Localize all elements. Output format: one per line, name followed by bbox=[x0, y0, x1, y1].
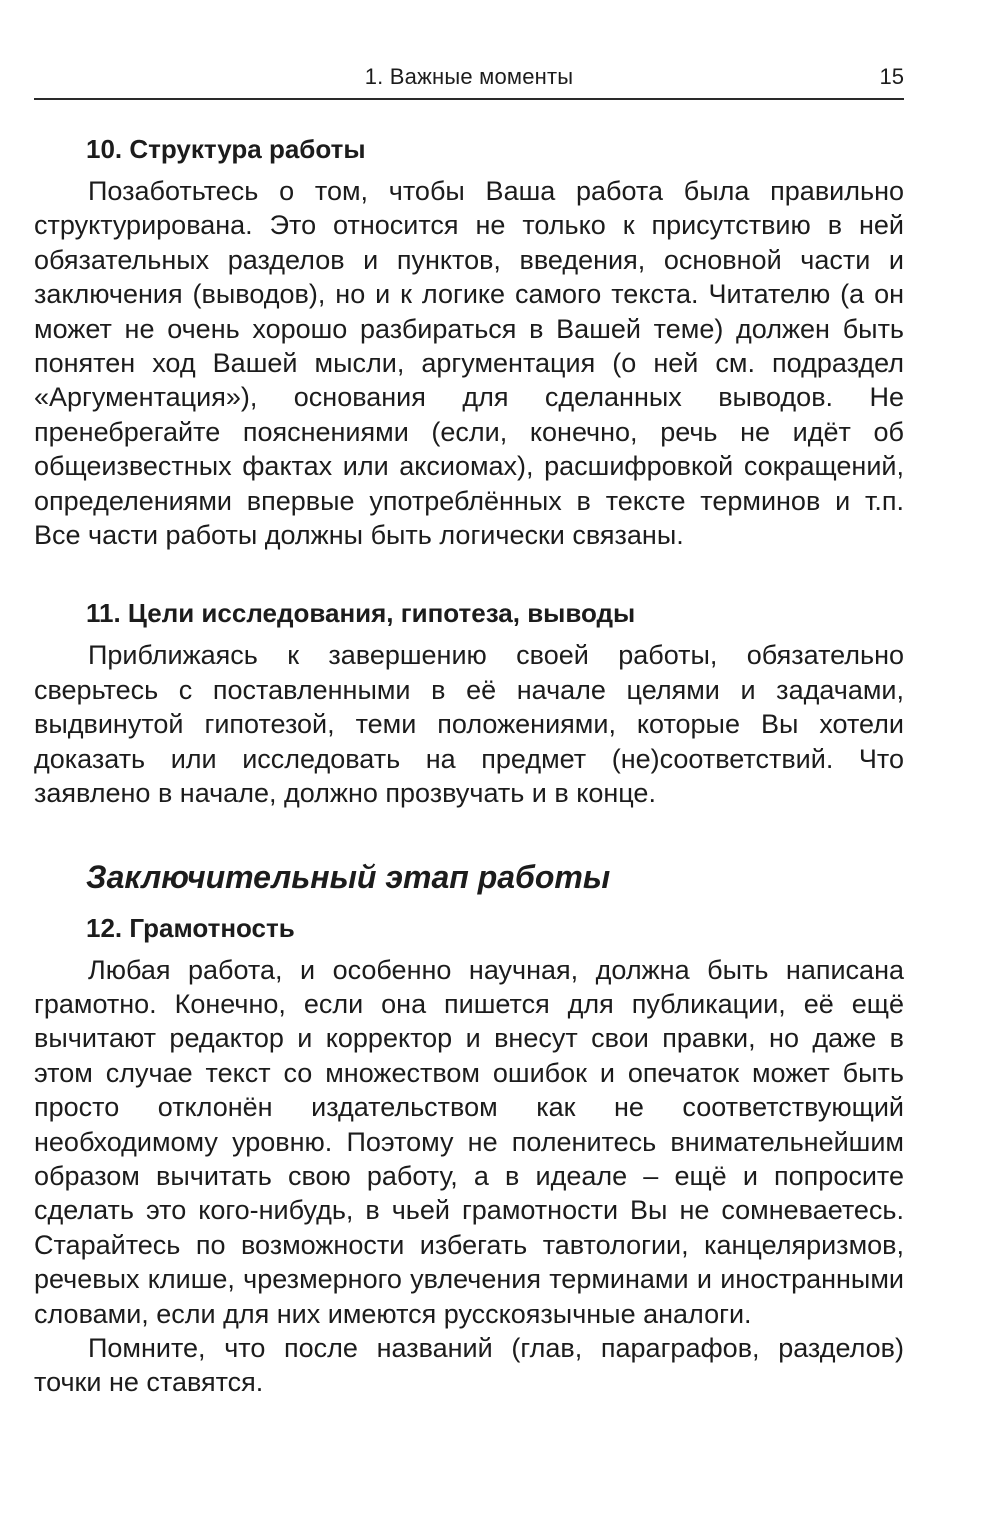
running-header bbox=[34, 0, 904, 100]
running-title: 1. Важные моменты bbox=[364, 64, 574, 89]
page-number: 15 bbox=[879, 64, 904, 89]
book-page bbox=[34, 0, 904, 1400]
section-heading: Заключительный этап работы bbox=[86, 858, 611, 895]
item-11-paragraph: Приближаясь к завершению своей работы, обязательно сверьтесь с поставленными в её начале целями и задачами, выдвинутой гипотезой, теми положениями, которые Вы хотели доказать или исследовать на предмет (не)соответствий. Что заявлено в начале, должно прозвучать и в конце. bbox=[34, 640, 904, 809]
item-12-paragraph-1: Любая работа, и особенно научная, должна быть написана грамотно. Конечно, если она пишется для публикации, её ещё вычитают редактор и корректор и внесут свои правки, но даже в этом случае текст со множеством ошибок и опечаток может быть просто отклонён издательством как не соответствующий необходимому уровню. Поэтому не поленитесь внимательнейшим образом вычитать свою работу, а в идеале – ещё и попросите сделать это кого-нибудь, в чьей грамотности Вы не сомневаетесь. Старайтесь по возможности избегать тавтологии, канцеляризмов, речевых клише, чрезмерного увлечения терминами и иностранными словами, если для них имеются русскоязычные аналоги. bbox=[34, 954, 904, 1329]
item-12-title: 12. Грамотность bbox=[86, 912, 295, 943]
item-10-paragraph: Позаботьтесь о том, чтобы Ваша работа была правильно структурирована. Это относится не только к присутствию в ней обязательных разделов и пунктов, введения, основной части и заключения (выводов), но и к логике самого текста. Читателю (а он может не очень хорошо разбираться в Вашей теме) должен быть понятен ход Вашей мысли, аргументация (о ней см. подраздел «Аргументация»), основания для сделанных выводов. Не пренебрегайте пояснениями (если, конечно, речь не идёт об общеизвестных фактах или аксиомах), расшифровкой сокращений, определениями впервые употреблённых в тексте терминов и т.п. Все части работы должны быть логически связаны. bbox=[34, 176, 904, 551]
item-10-title: 10. Структура работы bbox=[86, 134, 366, 164]
item-11-title: 11. Цели исследования, гипотеза, выводы bbox=[86, 598, 636, 629]
item-12-paragraph-2: Помните, что после названий (глав, параграфов, разделов) точки не ставятся. bbox=[34, 1332, 904, 1398]
